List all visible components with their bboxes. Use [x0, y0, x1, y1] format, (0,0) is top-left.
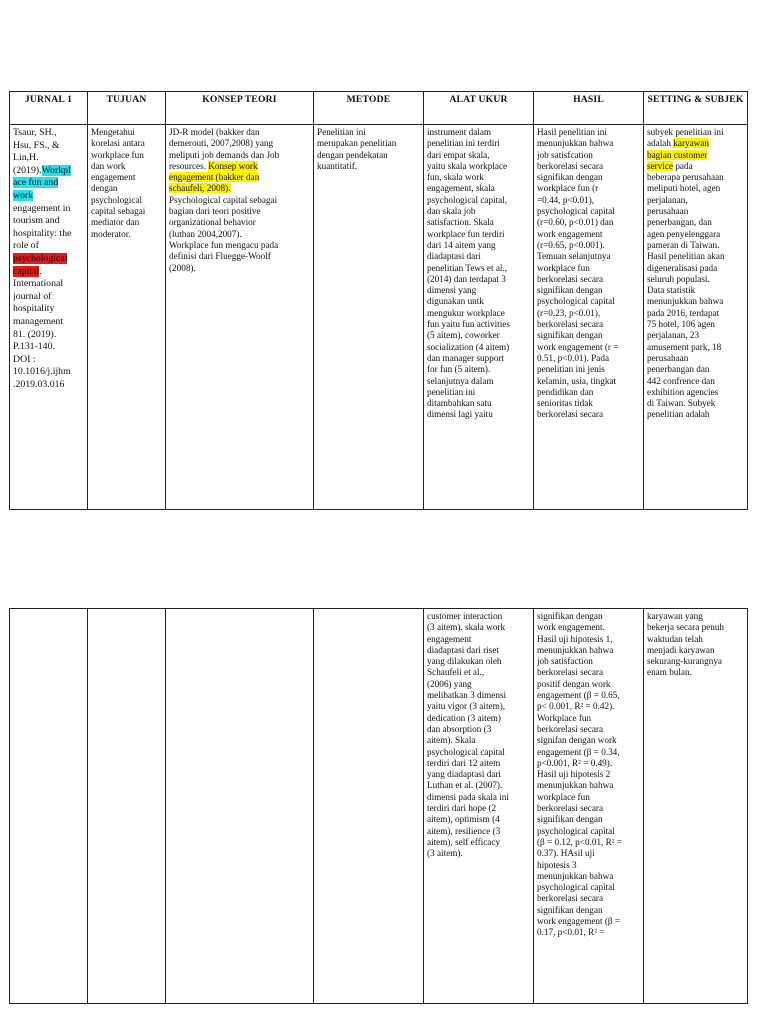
- cell-konsep-teori: [166, 125, 314, 510]
- setting-text: [647, 127, 744, 507]
- alat-ukur-text: customer interaction (3 aitem). skala work engagement diadaptasi dari riset yang dilakukan oleh Schaufeli et al., (2006) yang melibatkan 3 dimensi yaitu vigor (3 aitem), dedication (3 aitem) dan absorption (3 aitem). Skala psychological capital terdiri dari 12 aitem yang diadaptasi dari Luthan et al. (2007). dimensi pada skala ini terdiri dari hope (2 aitem), optimism (4 aitem), resilience (3 aitem), self efficacy (3 aitem).: [427, 611, 509, 859]
- highlight-title: Workpl ace fun and work: [13, 164, 71, 201]
- highlight-customer-service: karyawan bagian customer service: [647, 138, 709, 171]
- table-row: [10, 125, 748, 510]
- hasil-text: Hasil penelitian ini menunjukkan bahwa job satisfcation berkorelasi secara signifikan dengan workplace fun (r =0.44, p<0.01), psychological capital (r=0.60, p<0.01) dan work engagement (r=0.65, p<0.001). Temuan selanjutnya workplace fun berkorelasi secara signifikan dengan psychological capital (r=0.23, p<0.01), berkorelasi secara signifikan dengan work engagement (r = 0.51, p<0.01). Pada penelitian ini jenis kelamin, usia, tingkat pendidikan dan senioritas tidak berkorelasi secara: [537, 127, 619, 420]
- literature-table-top: [9, 91, 748, 510]
- highlight-work-engagement: Konsep work engagement (bakker dan schaufeli, 2008).: [169, 160, 260, 194]
- konsep-intro: JD-R model (bakker dan demerouti, 2007,2008) yang meliputi job demands dan Job resources.: [169, 127, 280, 171]
- cell-hasil: [534, 609, 644, 1004]
- cell-hasil: [534, 125, 644, 510]
- metode-text: [317, 611, 420, 1001]
- header-tujuan: TUJUAN: [88, 92, 166, 125]
- jurnal-text: [13, 611, 84, 1001]
- cell-jurnal: [10, 125, 88, 510]
- setting-rest: pada beberapa perusahaan meliputi hotel, agen perjalanan, perusahaan penerbangan, dan agen penyelenggara pameran di Taiwan. Hasil penelitian akan digeneralisasi pada seluruh populasi. Data statistik menunjukkan bahwa pada 2016, terdapat 75 hotel, 106 agen perjalanan, 23 amusement park, 18 perusahaan penerbangan dan 442 confrence dan exhibition agencies di Taiwan. Subyek penelitian adalah: [647, 160, 725, 420]
- header-setting-subjek: SETTING & SUBJEK: [644, 92, 748, 125]
- alat-ukur-text: instrument dalam penelitian ini terdiri dari empat skala, yaitu skala workplace fun, skala work engagement, skala psychological capital, dan skala job satisfaction. Skala workplace fun terdiri dari 14 aitem yang diadaptasi dari penelitian Tews et al., (2014) dan terdapat 3 dimensi yang digunakan untk mengukur workplace fun yaitu fun activities (5 aitem), coworker socialization (4 aitem) dan manager support for fun (5 aitem). selanjutnya dalam penelitian ini ditambahkan satu dimensi lagi yaitu: [427, 127, 510, 420]
- cell-metode: [314, 125, 424, 510]
- cell-konsep-teori: [166, 609, 314, 1004]
- konsep-text: [169, 127, 310, 507]
- header-jurnal: JURNAL 1: [10, 92, 88, 125]
- header-metode: METODE: [314, 92, 424, 125]
- header-row: [10, 92, 748, 125]
- highlight-psychological-capital: psychological capital: [13, 252, 68, 277]
- setting-intro: subyek penelitian ini adalah: [647, 127, 724, 149]
- cell-setting-subjek: [644, 125, 748, 510]
- konsep-text: [169, 611, 310, 1001]
- tujuan-text: [91, 611, 162, 1001]
- cell-alat-ukur: [424, 609, 534, 1004]
- konsep-rest: Psychological capital sebagai bagian dari teori positive organizational behavior (luthan 2004,2007). Workplace fun mengacu pada definisi dari Fluegge-Woolf (2008).: [169, 194, 279, 273]
- cell-setting-subjek: [644, 609, 748, 1004]
- cell-alat-ukur: [424, 125, 534, 510]
- header-hasil: HASIL: [534, 92, 644, 125]
- setting-text: karyawan yang bekerja secara penuh waktudan telah menjadi karyawan sekurang-kurangnya enam bulan.: [647, 611, 725, 678]
- citation-title-rest: engagement in tourism and hospitality: the role of: [13, 202, 72, 252]
- cell-metode: [314, 609, 424, 1004]
- header-alat-ukur: ALAT UKUR: [424, 92, 534, 125]
- citation-source: . International journal of hospitality management 81. (2019). P.131-140. DOI : 10.1016/j.ijhm .2019.03.016: [13, 265, 71, 390]
- cell-tujuan: [88, 609, 166, 1004]
- literature-table-continued: [9, 608, 748, 1004]
- header-konsep-teori: KONSEP TEORI: [166, 92, 314, 125]
- hasil-text: signifikan dengan work engagement. Hasil uji hipotesis 1, menunjukkan bahwa job satisfaction berkorelasi secara positif dengan work engagement (β = 0.65, p< 0.001, R² = 0.42). Workplace fun berkorelasi secara signifan dengan work engagement (β = 0.34, p<0.001, R² = 0.49). Hasil uji hipotesis 2 menunjukkan bahwa workplace fun berkorelasi secara signifikan dengan psychological capital (β = 0.12, p<0.01, R² = 0.37). HAsil uji hipotesis 3 menunjukkan bahwa psychological capital berkorelasi secara signifikan dengan work engagement (β = 0.17, p<0.01, R² =: [537, 611, 622, 938]
- cell-jurnal: [10, 609, 88, 1004]
- table-row: [10, 609, 748, 1004]
- cell-tujuan: [88, 125, 166, 510]
- citation-authors: Tsaur, SH., Hsu, FS., & Lin,H. (2019).: [13, 127, 60, 176]
- metode-text: Penelitian ini merupakan penelitian dengan pendekatan kuantitatif.: [317, 127, 397, 171]
- jurnal-citation: [13, 127, 84, 507]
- tujuan-text: Mengetahui korelasi antara workplace fun dan work engagement dengan psychological capital sebagai mediator dan moderator.: [91, 127, 146, 239]
